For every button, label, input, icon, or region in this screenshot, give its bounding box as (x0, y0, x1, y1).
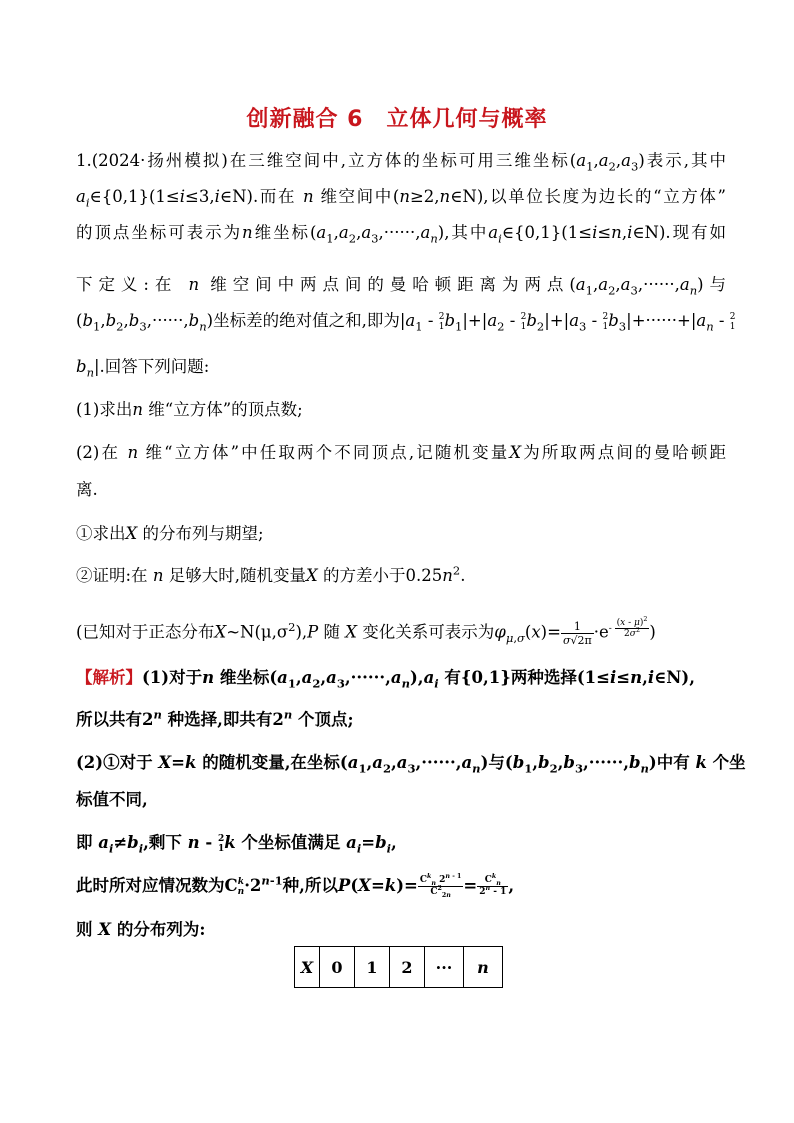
solution-line-3: (2)①对于 X=k 的随机变量,在坐标$(a_1,a_2,a_3,\cdot\cdot\cdot\cdot\cdot\cdot,a_n)$与$(b_1,b_2,b_3,\cdot\cdot\cdot\cdot\cdot\cdot,b_n)$中有 k 个坐 (76, 753, 746, 776)
probability-fraction-2: $\frac{C^k_n}{2^n - 1}$ (479, 873, 507, 897)
problem-line-5: $(b_1,b_2,b_3,\cdot\cdot\cdot\cdot\cdot\cdot,b_n)$坐标差的绝对值之和,即为$|a_1 - 2$ $1b_1|+|a_2 - 2$ $1b_2|+|a_3 - 2$ $1b_3|+\cdot\cdot\cdot\cdot\cdot\cdot+|a_n - 2$ 1 (76, 311, 736, 334)
page-title: 创新融合 6 立体几何与概率 (246, 107, 548, 132)
solution-line-5: 即 $a_i\ne b_i$,剩下 n - 2 1k 个坐标值满足 $a_i=b_i$, (76, 833, 397, 856)
question-2: (2)在 n 维“立方体”中任取两个不同顶点,记随机变量X为所取两点间的曼哈顿距 (76, 443, 727, 462)
solution-line-1: 【解析】(1)对于n 维坐标$(a_1,a_2,a_3,\cdot\cdot\cdot\cdot\cdot\cdot,a_n),a_i$ 有{0,1}两种选择(1≤i≤n,i∈N), (76, 668, 695, 691)
problem-line-6: $b_n|$.回答下列问题: (76, 357, 210, 380)
question-2-cont: 离. (76, 480, 98, 499)
question-2-1: ①求出X 的分布列与期望; (76, 524, 264, 543)
table-cell: 0 (320, 947, 355, 988)
probability-fraction-1: $\frac{C^k_n 2^{n - 1}}{C^2_{2n}}$ (419, 873, 462, 899)
table-cell: ··· (425, 947, 464, 988)
known-normal-distribution: (已知对于正态分布$X\sim N(\mu,\sigma^2),P$ 随 X 变化关系可表示为$\varphi_{\mu,\sigma}(x)=$ $\frac{1}{\sigma√2\pi}$ ·e- $\frac{(x - \mu)^2}{2\sigma^2}$ ) (76, 616, 656, 647)
table-cell: X (295, 947, 320, 988)
problem-line-1: 1.(2024·扬州模拟)在三维空间中,立方体的坐标可用三维坐标$(a_1,a_2,a_3)$表示,其中 (76, 151, 726, 174)
table-cell: n (464, 947, 503, 988)
solution-line-4: 标值不同, (76, 790, 148, 809)
question-2-2: ②证明:在 n 足够大时,随机变量X 的方差小于$0.25n^2$. (76, 563, 466, 585)
table-cell: 1 (355, 947, 390, 988)
problem-line-4: 下定义:在 n 维空间中两点间的曼哈顿距离为两点$(a_1,a_2,a_3,\cdot\cdot\cdot\cdot\cdot\cdot,a_n)$与 (76, 275, 727, 298)
question-1: (1)求出n 维“立方体”的顶点数; (76, 400, 303, 419)
normal-coefficient-fraction: $\frac{1}{\sigma√2\pi}$ (562, 619, 592, 647)
problem-line-3: 的顶点坐标可表示为n维坐标$(a_1,a_2,a_3,\cdot\cdot\cdot\cdot\cdot\cdot,a_n)$,其中$a_i\in\{0,1\}(1\le i\le n,i\in N)$.现有如 (76, 223, 727, 246)
solution-line-7: 则 X 的分布列为: (76, 920, 206, 939)
distribution-table (294, 946, 503, 988)
table-row (295, 947, 503, 988)
table-cell: 2 (390, 947, 425, 988)
problem-line-2: $a_i\in\{0,1\}(1\le i\le 3,i\in N)$.而在 n 维空间中(n≥2,n∈N),以单位长度为边长的“立方体” (76, 187, 726, 210)
solution-line-6: 此时所对应情况数为Ck $n\cdot 2^{n-1}$种,所以P(X=k)= $\frac{C^k_n 2^{n - 1}}{C^2_{2n}}$ = $\frac{C^k_n}{2^n - 1}$ , (76, 873, 515, 899)
normal-exponent: - $\frac{(x - \mu)^2}{2\sigma^2}$ (608, 616, 648, 639)
solution-label: 【解析】 (76, 668, 142, 687)
solution-line-2: 所以共有2$^n$ 种选择,即共有2$^n$ 个顶点; (76, 707, 354, 729)
